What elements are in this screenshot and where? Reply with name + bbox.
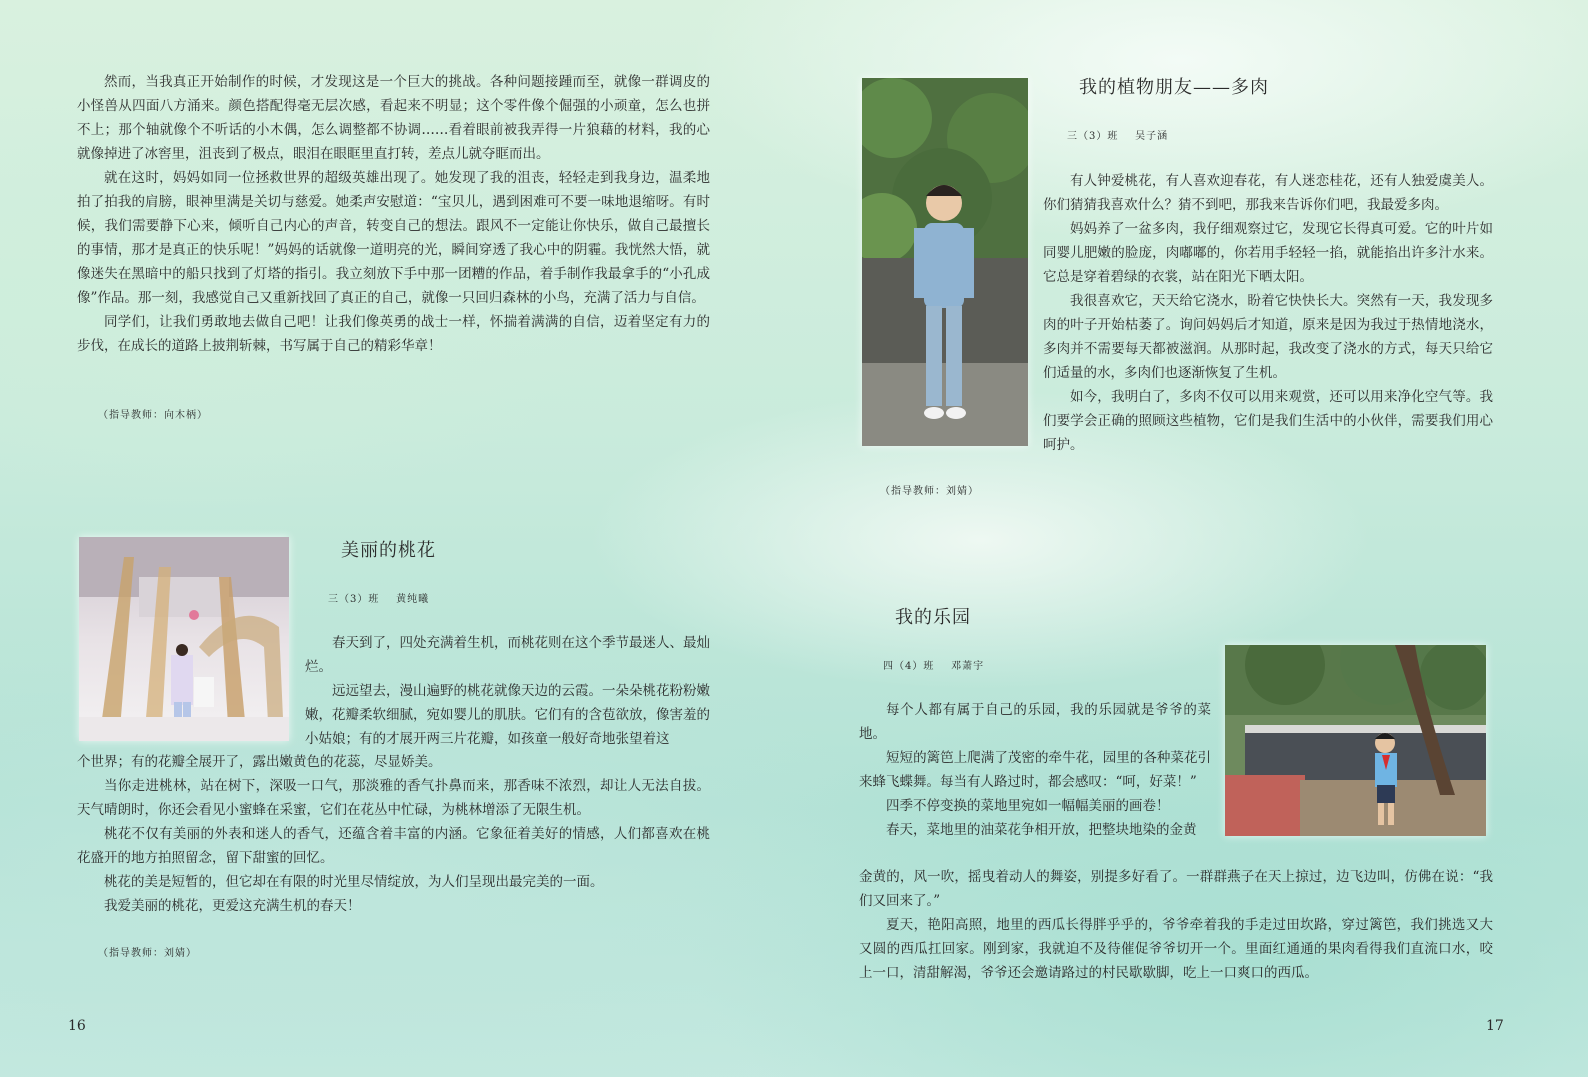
- paragraph: 我爱美丽的桃花，更爱这充满生机的春天！: [104, 898, 361, 914]
- page-number-right: 17: [1486, 1018, 1504, 1034]
- paragraph: 我很喜欢它，天天给它浇水，盼着它快快长大。突然有一天，我发现多肉的叶子开始枯萎了。询问妈妈后才知道，原来是因为我过于热情地浇水，多肉并不需要每天都被滋润。从那时起，我改变了浇水的方式，每天只给它们适量的水，多肉们也逐渐恢复了生机。: [1043, 293, 1493, 381]
- paragraph: 远远望去，漫山遍野的桃花就像天边的云霞。一朵朵桃花粉粉嫩嫩，花瓣柔软细腻，宛如婴儿的肌肤。它们有的含苞欲放，像害羞的小姑娘；有的才展开两三片花瓣，如孩童一般好奇地张望着这: [305, 683, 710, 747]
- article-byline: 三（3）班 黄纯曦: [328, 594, 430, 605]
- paragraph: 然而，当我真正开始制作的时候，才发现这是一个巨大的挑战。各种问题接踵而至，就像一群调皮的小怪兽从四面八方涌来。颜色搭配得毫无层次感，看起来不明显；这个零件像个倔强的小顽童，怎么也拼不上；那个轴就像个不听话的小木偶，怎么调整都不协调……看着眼前被我弄得一片狼藉的材料，我的心就像掉进了冰窖里，沮丧到了极点，眼泪在眼眶里直打转，差点儿就夺眶而出。: [77, 74, 710, 162]
- succulent-body: [1043, 169, 1493, 457]
- photo-boy-under-tree: [1225, 645, 1486, 836]
- paragraph: 如今，我明白了，多肉不仅可以用来观赏，还可以用来净化空气等。我们要学会正确的照顾这些植物，它们是我们生活中的小伙伴，需要我们用心呵护。: [1043, 389, 1493, 453]
- paragraph: 每个人都有属于自己的乐园，我的乐园就是爷爷的菜地。: [859, 702, 1211, 742]
- paragraph: 有人钟爱桃花，有人喜欢迎春花，有人迷恋桂花，还有人独爱虞美人。你们猜猜我喜欢什么？猜不到吧，那我来告诉你们吧，我最爱多肉。: [1043, 173, 1493, 213]
- article-title: 我的植物朋友——多肉: [1079, 77, 1269, 98]
- photo-student-uniform: [862, 78, 1028, 446]
- article-title: 美丽的桃花: [341, 540, 436, 561]
- teacher-credit: （指导教师：向木柄）: [98, 410, 208, 421]
- paragraph: 当你走进桃林，站在树下，深吸一口气，那淡雅的香气扑鼻而来，那香味不浓烈，却让人无法自拔。天气晴朗时，你还会看见小蜜蜂在采蜜，它们在花丛中忙碌，为桃林增添了无限生机。: [77, 778, 710, 818]
- paragraph: 个世界；有的花瓣全展开了，露出嫩黄色的花蕊，尽显娇美。: [77, 754, 442, 770]
- paragraph: 妈妈养了一盆多肉，我仔细观察过它，发现它长得真可爱。它的叶片如同婴儿肥嫩的脸庞，肉嘟嘟的，你若用手轻轻一掐，就能掐出许多汁水来。它总是穿着碧绿的衣裳，站在阳光下晒太阳。: [1043, 221, 1493, 285]
- peach-body-narrow: [305, 631, 710, 751]
- article-title: 我的乐园: [895, 607, 971, 628]
- paragraph: 短短的篱笆上爬满了茂密的牵牛花，园里的各种菜花引来蜂飞蝶舞。每当有人路过时，都会感叹：“呵，好菜！”: [859, 750, 1211, 790]
- paragraph: 夏天，艳阳高照，地里的西瓜长得胖乎乎的，爷爷牵着我的手走过田坎路，穿过篱笆，我们挑选又大又圆的西瓜扛回家。刚到家，我就迫不及待催促爷爷切开一个。里面红通通的果肉看得我们直流口水，咬上一口，清甜解渴，爷爷还会邀请路过的村民歇歇脚，吃上一口爽口的西瓜。: [859, 917, 1493, 981]
- photo-mall-sculpture: [79, 537, 289, 741]
- teacher-credit: （指导教师：刘婧）: [98, 948, 197, 959]
- paragraph: 就在这时，妈妈如同一位拯救世界的超级英雄出现了。她发现了我的沮丧，轻轻走到我身边，温柔地拍了拍我的肩膀，眼神里满是关切与慈爱。她柔声安慰道：“宝贝儿，遇到困难可不要一味地退缩呀。有时候，我们需要静下心来，倾听自己内心的声音，转变自己的想法。跟风不一定能让你快乐，做自己最擅长的事情，那才是真正的快乐呢！”妈妈的话就像一道明亮的光，瞬间穿透了我心中的阴霾。我恍然大悟，就像迷失在黑暗中的船只找到了灯塔的指引。我立刻放下手中那一团糟的作品，着手制作我最拿手的“小孔成像”作品。那一刻，我感觉自己又重新找回了真正的自己，就像一只回归森林的小鸟，充满了活力与自信。: [77, 170, 710, 306]
- garden-body-wide: [859, 865, 1493, 985]
- paragraph: 春天到了，四处充满着生机，而桃花则在这个季节最迷人、最灿烂。: [305, 635, 710, 675]
- paragraph: 四季不停变换的菜地里宛如一幅幅美丽的画卷！: [886, 798, 1170, 814]
- left-article-continuation: [77, 70, 710, 358]
- peach-body-wide: [77, 750, 710, 918]
- paragraph: 春天，菜地里的油菜花争相开放，把整块地染的金黄: [886, 822, 1197, 838]
- garden-body-narrow: [859, 698, 1211, 842]
- teacher-credit: （指导教师：刘婧）: [880, 486, 979, 497]
- paragraph: 同学们，让我们勇敢地去做自己吧！让我们像英勇的战士一样，怀揣着满满的自信，迈着坚定有力的步伐，在成长的道路上披荆斩棘，书写属于自己的精彩华章！: [77, 314, 710, 354]
- article-byline: 三（3）班 吴子涵: [1067, 131, 1169, 142]
- paragraph: 金黄的，风一吹，摇曳着动人的舞姿，别提多好看了。一群群燕子在天上掠过，边飞边叫，仿佛在说：“我们又回来了。”: [859, 869, 1493, 909]
- paragraph: 桃花不仅有美丽的外表和迷人的香气，还蕴含着丰富的内涵。它象征着美好的情感，人们都喜欢在桃花盛开的地方拍照留念，留下甜蜜的回忆。: [77, 826, 710, 866]
- paragraph: 桃花的美是短暂的，但它却在有限的时光里尽情绽放，为人们呈现出最完美的一面。: [104, 874, 604, 890]
- article-byline: 四（4）班 邓萧宇: [883, 661, 985, 672]
- page-number-left: 16: [68, 1018, 86, 1034]
